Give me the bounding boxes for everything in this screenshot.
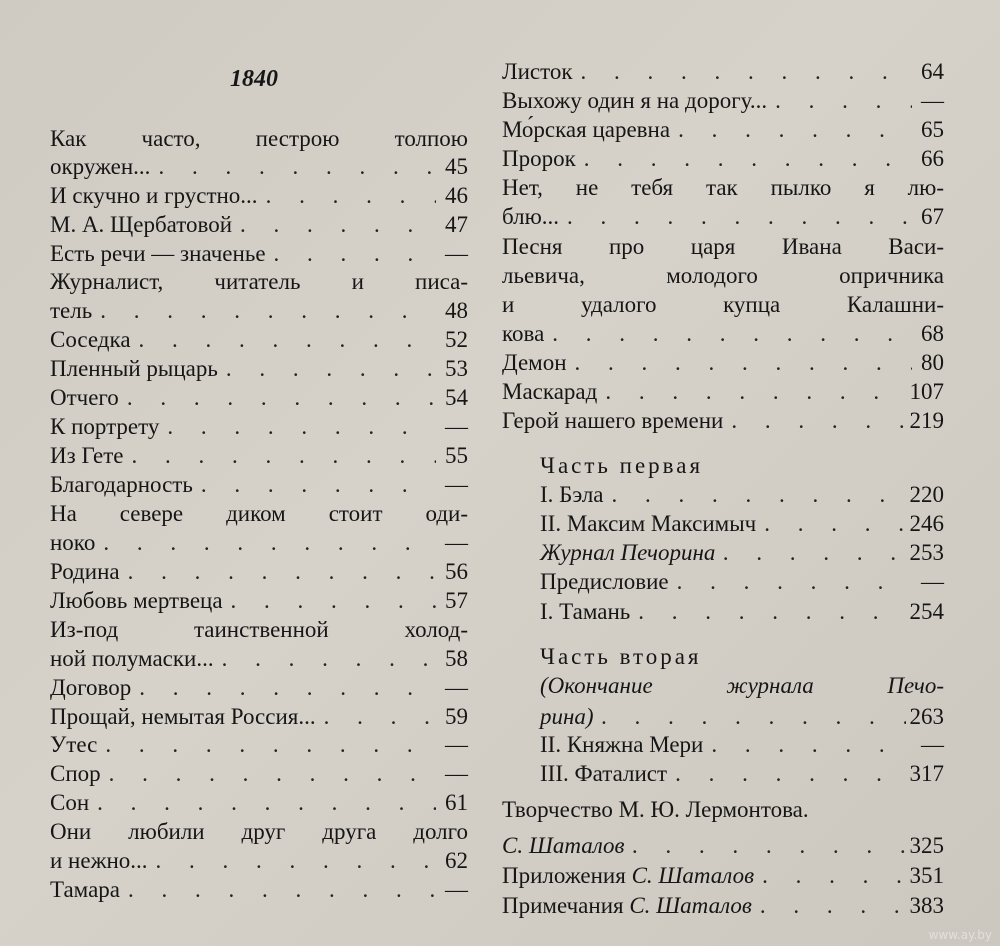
toc-entry xyxy=(502,203,944,231)
toc-entry-title: Маскарад xyxy=(502,379,598,404)
toc-entry-title: Пленный рыцарь xyxy=(50,356,218,381)
toc-entry-title: Листок xyxy=(502,59,573,84)
toc-entry xyxy=(50,182,468,210)
toc-page-number: — xyxy=(445,675,468,700)
toc-entry: Часть вторая xyxy=(540,644,702,669)
toc-page-number: — xyxy=(921,88,944,113)
dot-leader xyxy=(760,892,906,920)
toc-page-number: 47 xyxy=(445,212,468,237)
toc-entry-title: тель xyxy=(50,298,93,323)
toc-entry-title: окружен... xyxy=(50,154,151,179)
toc-entry-title: I. Тамань xyxy=(540,599,631,624)
dot-leader xyxy=(762,862,905,890)
dot-leader xyxy=(127,384,436,412)
toc-entry-title: Спор xyxy=(50,761,101,786)
dot-leader xyxy=(240,211,436,239)
toc-entry-title: II. Максим Максимыч xyxy=(540,511,757,536)
toc-entry-title: кова xyxy=(502,321,545,346)
toc-page-number: 253 xyxy=(909,540,944,565)
toc-entry-title: Любовь мертвеца xyxy=(50,588,223,613)
dot-leader xyxy=(109,760,436,788)
toc-page-number: 55 xyxy=(445,443,468,468)
toc-entry-title: М. А. Щербатовой xyxy=(50,212,233,237)
toc-page-number: 52 xyxy=(445,327,468,352)
toc-page-number: 107 xyxy=(909,379,944,404)
dot-leader xyxy=(222,645,436,673)
dot-leader xyxy=(201,471,436,499)
dot-leader xyxy=(638,598,905,626)
toc-entry xyxy=(50,529,468,557)
dot-leader xyxy=(612,481,906,509)
dot-leader xyxy=(139,326,436,354)
toc-entry-title: ноко xyxy=(50,530,96,555)
dot-leader xyxy=(678,116,912,144)
toc-entry-title: Журнал Печорина xyxy=(540,540,716,565)
dot-leader xyxy=(731,407,905,435)
toc-entry-title: Приложения С. Шаталов xyxy=(502,863,755,888)
toc-entry: и удалого купца Калашни- xyxy=(502,292,944,317)
toc-page-number: 64 xyxy=(921,59,944,84)
year-heading: 1840 xyxy=(230,66,278,92)
toc-entry-title: И скучно и грустно... xyxy=(50,183,258,208)
toc-entry-title: Примечания С. Шаталов xyxy=(502,893,752,918)
toc-page-number: 45 xyxy=(445,154,468,179)
toc-page-number: 80 xyxy=(921,350,944,375)
toc-entry xyxy=(502,116,944,144)
toc-page-number: 263 xyxy=(909,704,944,729)
dot-leader xyxy=(567,203,912,231)
toc-entry xyxy=(50,558,468,586)
dot-leader xyxy=(552,320,912,348)
toc-page-number: 48 xyxy=(445,298,468,323)
toc-page-number: — xyxy=(445,414,468,439)
toc-entry-title: I. Бэла xyxy=(540,482,604,507)
toc-entry xyxy=(540,539,944,567)
toc-entry xyxy=(540,760,944,788)
toc-entry-title: Демон xyxy=(502,350,567,375)
dot-leader xyxy=(105,731,436,759)
toc-page-number: 219 xyxy=(909,408,944,433)
toc-entry xyxy=(50,876,468,904)
toc-page-number: 53 xyxy=(445,356,468,381)
dot-leader xyxy=(156,847,436,875)
toc-entry xyxy=(50,355,468,383)
toc-entry: На севере диком стоит оди- xyxy=(50,501,468,526)
dot-leader xyxy=(584,145,912,173)
dot-leader xyxy=(605,378,905,406)
toc-entry-title: II. Княжна Мери xyxy=(540,732,704,757)
toc-page-number: — xyxy=(445,732,468,757)
toc-page-number: 246 xyxy=(909,511,944,536)
toc-entry xyxy=(50,587,468,615)
toc-page-number: 317 xyxy=(909,761,944,786)
toc-entry xyxy=(540,731,944,759)
toc-entry xyxy=(50,847,468,875)
toc-entry-title: Из Гете xyxy=(50,443,124,468)
toc-entry xyxy=(540,598,944,626)
toc-entry xyxy=(50,211,468,239)
toc-entry: Они любили друг друга долго xyxy=(50,819,468,844)
dot-leader xyxy=(633,832,906,860)
toc-entry: Как часто, пестрою толпою xyxy=(50,126,468,151)
watermark: www.ay.by xyxy=(928,928,992,942)
toc-entry xyxy=(50,297,468,325)
toc-entry-title: Тамара xyxy=(50,877,120,902)
toc-entry: Журналист, читатель и писа- xyxy=(50,269,468,294)
toc-entry xyxy=(50,384,468,412)
toc-entry-title: блю... xyxy=(502,204,560,229)
toc-page-number: 254 xyxy=(909,599,944,624)
toc-entry: Песня про царя Ивана Васи- xyxy=(502,234,944,259)
toc-entry xyxy=(540,510,944,538)
toc-entry-title: III. Фаталист xyxy=(540,761,668,786)
toc-entry xyxy=(50,326,468,354)
toc-entry-title: Пророк xyxy=(502,146,576,171)
dot-leader xyxy=(581,58,912,86)
toc-entry xyxy=(50,731,468,759)
toc-entry-title: Договор xyxy=(50,675,132,700)
dot-leader xyxy=(675,760,905,788)
toc-page-number: 54 xyxy=(445,385,468,410)
toc-entry xyxy=(540,481,944,509)
toc-entry xyxy=(50,674,468,702)
toc-entry xyxy=(50,471,468,499)
toc-entry xyxy=(502,378,944,406)
toc-entry xyxy=(50,240,468,268)
toc-page-number: 59 xyxy=(445,704,468,729)
toc-entry xyxy=(502,862,944,890)
toc-page-number: 65 xyxy=(921,117,944,142)
toc-entry-title: Есть речи — значенье xyxy=(50,241,266,266)
toc-page-number: 66 xyxy=(921,146,944,171)
dot-leader xyxy=(100,297,436,325)
toc-entry: льевича, молодого опричника xyxy=(502,263,944,288)
toc-entry: Часть первая xyxy=(540,453,704,478)
toc-entry xyxy=(502,407,944,435)
toc-page-number: 58 xyxy=(445,646,468,671)
toc-page-number: 325 xyxy=(909,833,944,858)
toc-entry xyxy=(502,58,944,86)
toc-entry-title: Герой нашего времени xyxy=(502,408,724,433)
dot-leader xyxy=(128,558,436,586)
toc-page-number: — xyxy=(445,877,468,902)
toc-page-number: — xyxy=(445,241,468,266)
toc-entry xyxy=(502,320,944,348)
dot-leader xyxy=(324,703,436,731)
toc-page-number: 46 xyxy=(445,183,468,208)
dot-leader xyxy=(131,442,436,470)
toc-page-number: 62 xyxy=(445,848,468,873)
dot-leader xyxy=(711,731,912,759)
dot-leader xyxy=(231,587,436,615)
toc-entry-title: Родина xyxy=(50,559,120,584)
toc-page-number: — xyxy=(921,569,944,594)
dot-leader xyxy=(167,413,436,441)
toc-entry xyxy=(50,789,468,817)
toc-entry xyxy=(50,703,468,731)
toc-entry xyxy=(502,892,944,920)
dot-leader xyxy=(274,240,436,268)
toc-entry-title: и нежно... xyxy=(50,848,148,873)
dot-leader xyxy=(723,539,905,567)
toc-entry: Нет, не тебя так пылко я лю- xyxy=(502,175,944,200)
toc-entry-title: рина) xyxy=(540,704,594,729)
toc-entry xyxy=(50,760,468,788)
toc-page-number: 61 xyxy=(445,790,468,815)
dot-leader xyxy=(158,153,436,181)
toc-page-number: — xyxy=(445,472,468,497)
toc-page-number: — xyxy=(445,530,468,555)
dot-leader xyxy=(103,529,436,557)
toc-entry: (Окончание журнала Печо- xyxy=(540,673,944,698)
dot-leader xyxy=(128,876,436,904)
toc-page-number: 57 xyxy=(445,588,468,613)
toc-page-number: 68 xyxy=(921,321,944,346)
dot-leader xyxy=(226,355,436,383)
dot-leader xyxy=(764,510,905,538)
toc-entry xyxy=(50,413,468,441)
toc-page-number: 220 xyxy=(909,482,944,507)
toc-entry xyxy=(540,568,944,596)
toc-page-number: 56 xyxy=(445,559,468,584)
toc-entry-title: Отчего xyxy=(50,385,119,410)
toc-page-number: 67 xyxy=(921,204,944,229)
toc-entry-title: Сон xyxy=(50,790,90,815)
toc-page-number: — xyxy=(445,761,468,786)
dot-leader xyxy=(266,182,436,210)
toc-entry: Из-под таинственной холод- xyxy=(50,617,468,642)
dot-leader xyxy=(575,349,912,377)
dot-leader xyxy=(775,87,912,115)
toc-entry xyxy=(50,645,468,673)
toc-entry xyxy=(502,349,944,377)
toc-page-number: 383 xyxy=(909,893,944,918)
toc-entry xyxy=(540,703,944,731)
toc-entry xyxy=(50,442,468,470)
toc-entry-title: Мо́рская царевна xyxy=(502,117,671,142)
toc-entry: Творчество М. Ю. Лермонтова. xyxy=(502,797,809,822)
toc-entry-title: Предисловие xyxy=(540,569,669,594)
toc-entry-title: С. Шаталов xyxy=(502,833,625,858)
toc-entry-title: Благодарность xyxy=(50,472,193,497)
toc-entry xyxy=(502,87,944,115)
toc-page-number: 351 xyxy=(909,863,944,888)
toc-entry-title: Утес xyxy=(50,732,98,757)
toc-entry-title: Выхожу один я на дорогу... xyxy=(502,88,768,113)
toc-entry-title: Соседка xyxy=(50,327,131,352)
dot-leader xyxy=(139,674,436,702)
toc-entry-title: К портрету xyxy=(50,414,160,439)
toc-entry xyxy=(502,145,944,173)
dot-leader xyxy=(602,703,906,731)
toc-entry xyxy=(50,153,468,181)
toc-page-number: — xyxy=(921,732,944,757)
toc-entry xyxy=(502,832,944,860)
dot-leader xyxy=(97,789,436,817)
dot-leader xyxy=(677,568,912,596)
toc-entry-title: ной полумаски... xyxy=(50,646,214,671)
toc-entry-title: Прощай, немытая Россия... xyxy=(50,704,316,729)
